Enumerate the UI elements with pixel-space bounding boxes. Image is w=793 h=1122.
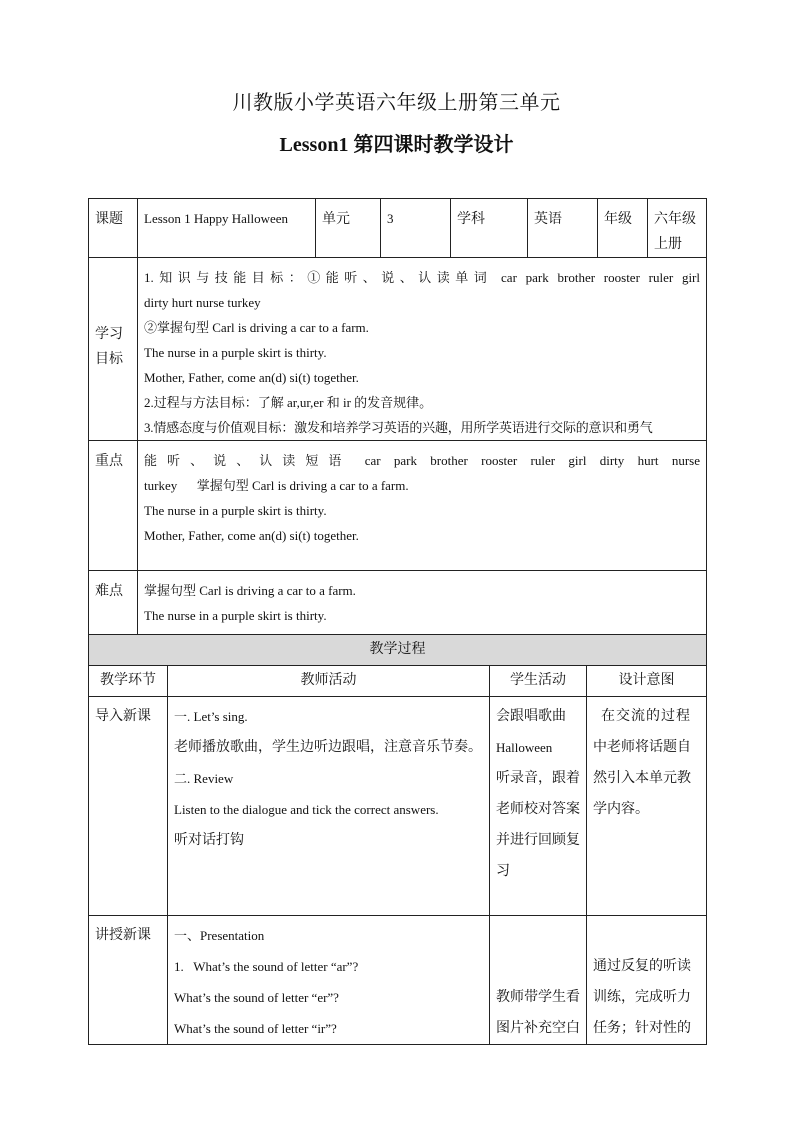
subject-label: 学科 [451, 199, 528, 258]
student-line [496, 951, 580, 982]
unit-value: 3 [381, 199, 451, 258]
difficulties-label: 难点 [89, 571, 138, 654]
student-line: 老师校对答案 [496, 802, 580, 817]
teacher-activity-cell [168, 916, 490, 1045]
teacher-line: 一、Presentation [174, 928, 265, 943]
student-line: 听录音，跟着 [496, 771, 580, 786]
objectives-label [89, 258, 138, 441]
document-title: 川教版小学英语六年级上册第三单元 [232, 92, 561, 114]
topic-label: 课题 [89, 199, 138, 258]
process-row-intro [89, 697, 707, 916]
design-line: 通过反复的听读 [593, 959, 691, 974]
design-line: 中老师将话题自 [593, 740, 691, 755]
design-line: 在交流的过程 [601, 709, 691, 724]
process-title-row [89, 635, 707, 666]
process-row-new-lesson [89, 916, 707, 1045]
teaching-process-table [88, 634, 707, 1045]
teacher-line: Listen to the dialogue and tick the correct answers. [174, 802, 439, 817]
teacher-line: 二. Review [174, 771, 234, 786]
student-line: Halloween [496, 740, 553, 755]
objective-line: The nurse in a purple skirt is thirty. [144, 345, 327, 360]
difficulty-line: The nurse in a purple skirt is thirty. [144, 608, 327, 623]
key-points-row [89, 441, 707, 571]
design-line: 学内容。 [593, 802, 649, 817]
header-design-intent: 设计意图 [587, 666, 707, 697]
teacher-activity-cell [168, 697, 490, 916]
objectives-label-1: 学习 [95, 327, 123, 342]
student-line: 习 [496, 864, 510, 879]
key-point-line: Mother, Father, come an(d) si(t) together. [144, 528, 359, 543]
grade-label: 年级 [598, 199, 648, 258]
teacher-line: 听对话打钩 [174, 833, 244, 848]
grade-value [648, 199, 707, 258]
teacher-line: 1. What’s the sound of letter “ar”? [174, 959, 359, 974]
grade-value-line-2: 上册 [654, 237, 682, 252]
key-points-label: 重点 [89, 441, 138, 571]
teacher-line: 老师播放歌曲，学生边听边跟唱，注意音乐节奏。 [174, 740, 482, 755]
difficulty-line: 掌握句型 Carl is driving a car to a farm. [144, 583, 356, 598]
document-subtitle: Lesson1 第四课时教学设计 [279, 134, 514, 156]
key-point-line: The nurse in a purple skirt is thirty. [144, 503, 327, 518]
stage-cell: 导入新课 [89, 697, 168, 916]
header-student-activity: 学生活动 [490, 666, 587, 697]
student-line [496, 920, 580, 951]
teacher-line: What’s the sound of letter “ir”? [174, 1021, 337, 1036]
info-row [89, 199, 707, 258]
key-point-line: turkey 掌握句型 Carl is driving a car to a farm. [144, 478, 409, 493]
student-activity-cell [490, 697, 587, 916]
design-line [593, 920, 700, 951]
stage-cell: 讲授新课 [89, 916, 168, 1045]
design-line: 训练，完成听力 [593, 990, 691, 1005]
topic-value: Lesson 1 Happy Halloween [138, 199, 316, 258]
student-line: 会跟唱歌曲 [496, 709, 566, 724]
objectives-content [138, 258, 707, 441]
objective-line: 1.知识与技能目标：①能听、说、认读单词 car park brother rooster ruler girl [144, 270, 700, 285]
teacher-line: What’s the sound of letter “er”? [174, 990, 339, 1005]
student-line: 教师带学生看 [496, 990, 580, 1005]
process-header-row [89, 666, 707, 697]
design-intent-cell [587, 697, 707, 916]
process-title: 教学过程 [89, 635, 707, 666]
student-line: 并进行回顾复 [496, 833, 580, 848]
header-stage: 教学环节 [89, 666, 168, 697]
design-line: 然引入本单元教 [593, 771, 691, 786]
key-points-content [138, 441, 707, 571]
objective-line: 3.情感态度与价值观目标：激发和培养学习英语的兴趣，用所学英语进行交际的意识和勇气 [144, 420, 653, 435]
objective-line: 2.过程与方法目标：了解 ar,ur,er 和 ir 的发音规律。 [144, 395, 433, 410]
student-line: 图片补充空白 [496, 1021, 580, 1036]
objective-line: ②掌握句型 Carl is driving a car to a farm. [144, 320, 369, 335]
key-point-line: 能听、说、认读短语 car park brother rooster ruler girl dirty hurt nurse [144, 453, 700, 468]
lesson-info-table [88, 198, 707, 654]
unit-label: 单元 [316, 199, 381, 258]
design-line: 任务；针对性的 [593, 1021, 691, 1036]
objectives-row [89, 258, 707, 441]
grade-value-line-1: 六年级 [654, 212, 696, 227]
objective-line: Mother, Father, come an(d) si(t) together. [144, 370, 359, 385]
teacher-line: 一. Let’s sing. [174, 709, 248, 724]
student-activity-cell [490, 916, 587, 1045]
subject-value: 英语 [528, 199, 598, 258]
design-intent-cell [587, 916, 707, 1045]
objectives-label-2: 目标 [95, 352, 123, 367]
objective-line: dirty hurt nurse turkey [144, 295, 261, 310]
header-teacher-activity: 教师活动 [168, 666, 490, 697]
